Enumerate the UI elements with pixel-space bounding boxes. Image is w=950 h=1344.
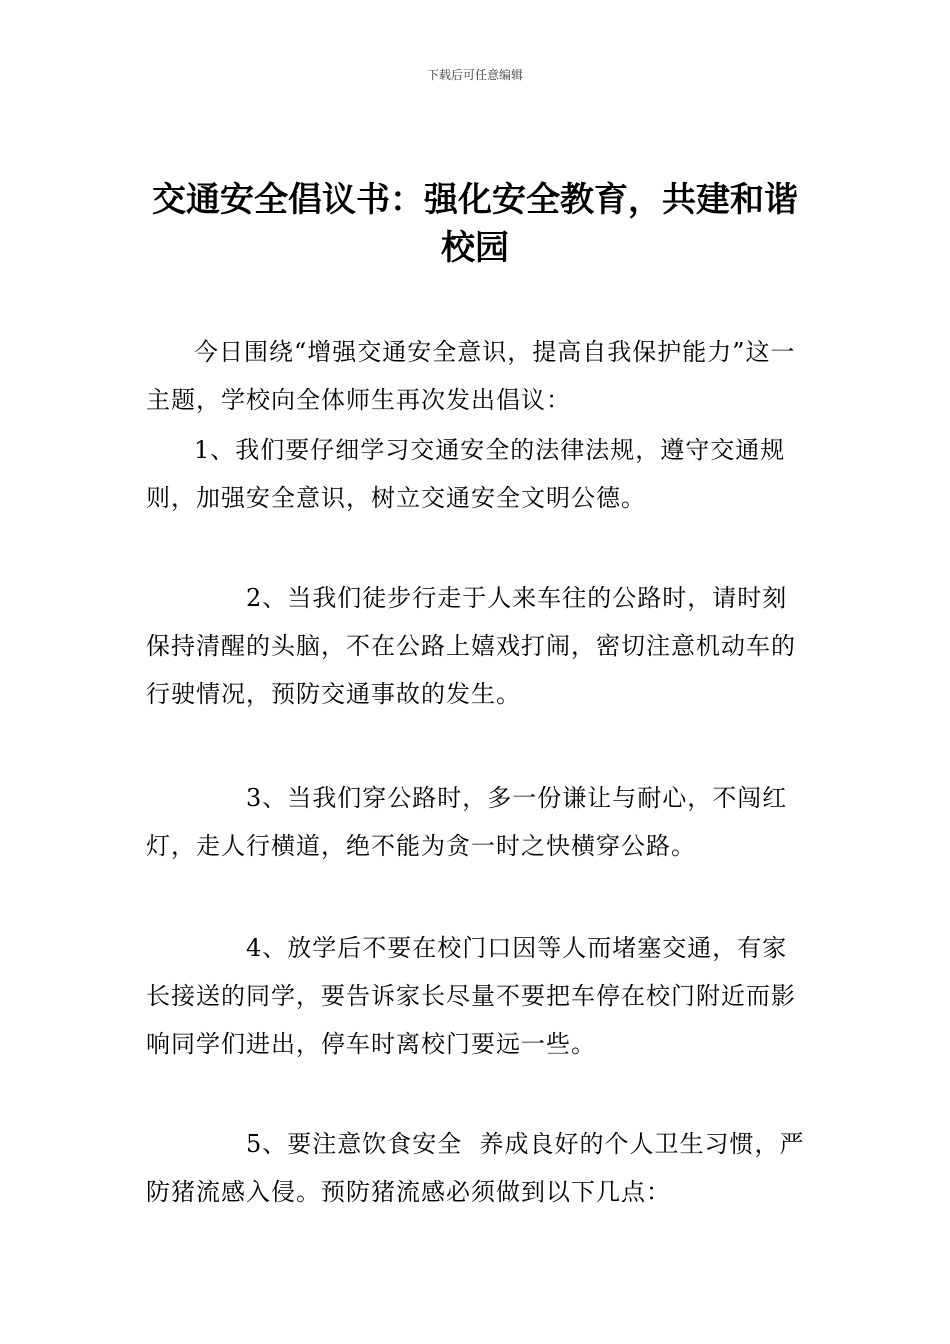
item-2-paragraph: 2、当我们徒步行走于人来车往的公路时，请时刻保持清醒的头脑，不在公路上嬉戏打闹，密切注意机动车的行驶情况，预防交通事故的发生。 [146,584,796,708]
item-1-paragraph: 1、我们要仔细学习交通安全的法律法规，遵守交通规则，加强安全意识，树立交通安全文明公德。 [146,436,786,512]
item-3-paragraph: 3、当我们穿公路时，多一份谦让与耐心，不闯红灯，走人行横道，绝不能为贪一时之快横穿公路。 [146,784,788,860]
item-4-paragraph: 4、放学后不要在校门口因等人而堵塞交通，有家长接送的同学，要告诉家长尽量不要把车停在校门附近而影响同学们进出，停车时离校门要远一些。 [146,934,796,1058]
intro-paragraph: 今日围绕“增强交通安全意识，提高自我保护能力”这一主题，学校向全体师生再次发出倡议： [146,338,796,414]
document-title: 交通安全倡议书：强化安全教育，共建和谐校园 [152,180,798,268]
item-5-paragraph: 5、要注意饮食安全 养成良好的个人卫生习惯，严防猪流感入侵。预防猪流感必须做到以下几点： [146,1130,805,1206]
header-note: 下载后可任意编辑 [426,68,523,82]
